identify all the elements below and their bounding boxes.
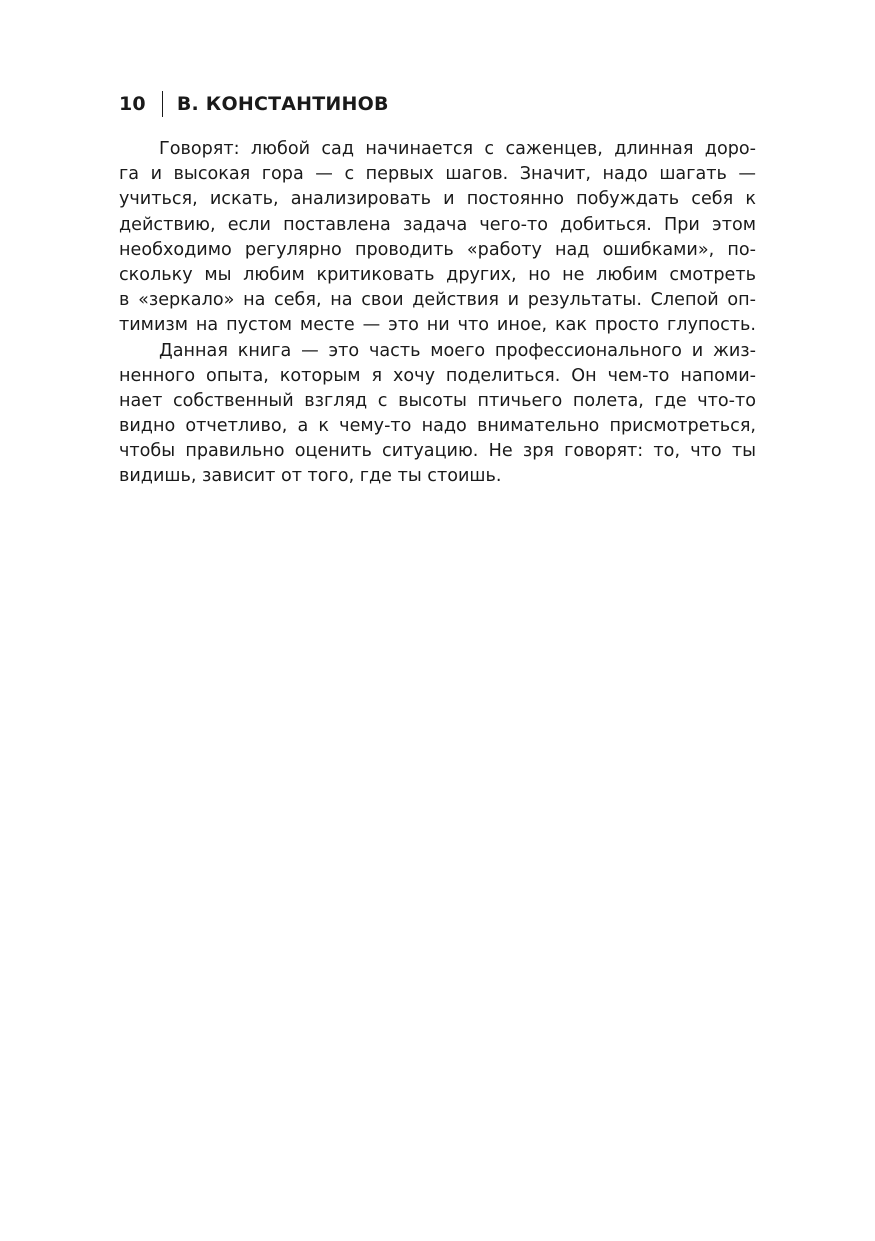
text-line: нает собственный взгляд с высоты птичьего полета, где что-то <box>119 390 756 411</box>
text-line: тимизм на пустом месте — это ни что иное, как просто глупость. <box>119 315 756 336</box>
text-line: Говорят: любой сад начинается с саженцев, длинная доро- <box>159 139 756 159</box>
text-line: видишь, зависит от того, где ты стоишь. <box>119 466 502 487</box>
text-line: необходимо регулярно проводить «работу над ошибками», по- <box>119 239 756 260</box>
paragraph-2 <box>119 339 756 490</box>
page-number: 10 <box>119 93 146 115</box>
text-line: скольку мы любим критиковать других, но не любим смотреть <box>119 264 756 285</box>
text-line: учиться, искать, анализировать и постоянно побуждать себя к <box>119 189 756 210</box>
author-name: В. КОНСТАНТИНОВ <box>176 93 389 115</box>
paragraph-1 <box>119 137 756 339</box>
text-line: чтобы правильно оценить ситуацию. Не зря говорят: то, что ты <box>119 441 756 462</box>
text-line: Данная книга — это часть моего профессионального и жиз- <box>159 340 756 361</box>
text-line: в «зеркало» на себя, на свои действия и результаты. Слепой оп- <box>119 290 756 311</box>
header-divider <box>162 91 163 117</box>
text-line: действию, если поставлена задача чего-то добиться. При этом <box>119 214 756 235</box>
text-line: ненного опыта, которым я хочу поделиться. Он чем-то напоми- <box>119 365 756 386</box>
running-head <box>119 89 389 119</box>
text-line: га и высокая гора — с первых шагов. Значит, надо шагать — <box>119 164 756 185</box>
body-text <box>119 137 756 490</box>
text-line: видно отчетливо, а к чему-то надо внимательно присмотреться, <box>119 416 756 437</box>
